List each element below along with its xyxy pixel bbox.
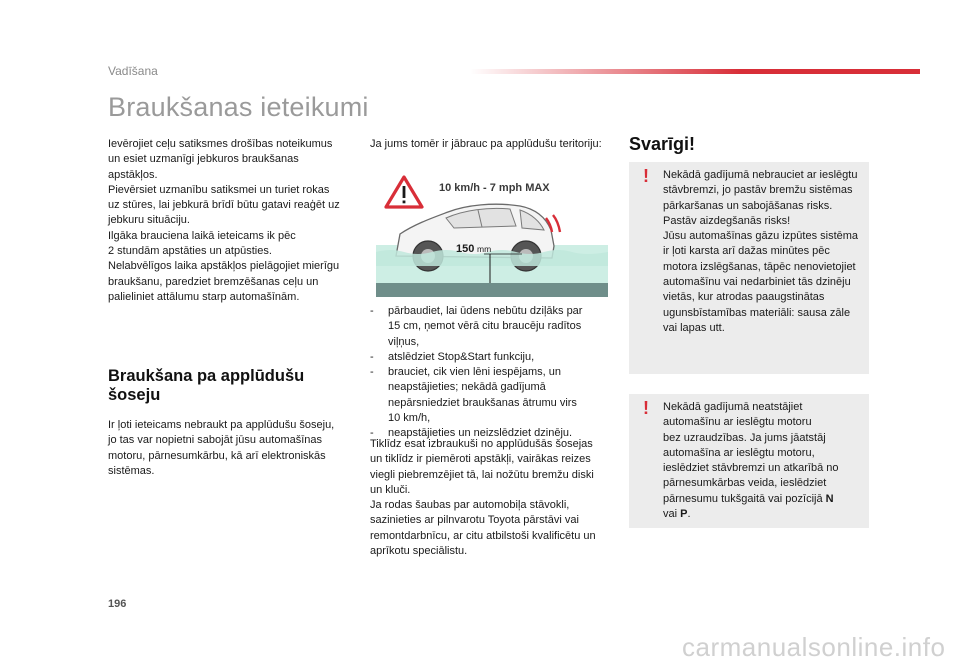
car-in-water-figure: [370, 170, 608, 298]
text-line: 10 km/h,: [388, 412, 431, 425]
gear-n-label: N: [825, 492, 834, 505]
text-line: Ja rodas šaubas par automobiļa stāvokli,: [370, 499, 570, 512]
text-line: braukšanu, paredziet bremzēšanas ceļu un: [108, 275, 319, 288]
text-line: ir ļoti karsta arī dažas minūtes pēc: [663, 245, 830, 258]
list-item: [370, 365, 610, 426]
flooded-road-text: [108, 418, 348, 479]
list-item: [370, 350, 610, 365]
exclamation-icon: !: [643, 398, 649, 418]
text-line: 15 cm, ņemot vērā citu braucēju radītos: [388, 320, 582, 333]
flooded-road-steps: [370, 304, 610, 442]
text-line: Tiklīdz esat izbraukuši no applūdušās šosejas: [370, 438, 593, 450]
list-dash: -: [370, 427, 374, 440]
text-line: Ievērojiet ceļu satiksmes drošības noteikumus: [108, 138, 333, 150]
speed-limit-label: 10 km/h - 7 mph MAX: [439, 182, 550, 194]
text-line: pārkaršanas un sabojāšanas risks.: [663, 199, 833, 212]
flooded-road-illustration: [370, 170, 608, 298]
text-line: automašīnu vai nedarbiniet tās dzinēju: [663, 276, 851, 289]
header-accent-bar: [470, 69, 920, 74]
text-line: Nekādā gadījumā neatstājiet: [663, 401, 803, 413]
text-line: Nelabvēlīgos laika apstākļos pielāgojiet mierīgu: [108, 260, 340, 273]
text-line: vai lapas utt.: [663, 321, 725, 334]
flooded-road-heading: [108, 367, 348, 405]
text-line: 2 stundām apstāties un atpūsties.: [108, 245, 272, 258]
section-label: Vadīšana: [108, 64, 158, 78]
text-fragment: .: [687, 508, 691, 521]
text-line: Pastāv aizdegšanās risks!: [663, 214, 791, 227]
page-number: 196: [108, 598, 127, 610]
text-line: viegli piebremzējiet tā, lai nožūtu bremžu diski: [370, 468, 594, 481]
flooded-intro: [370, 137, 610, 152]
heading-line: šoseju: [108, 386, 161, 404]
text-line: vietās, kur atrodas paaugstinātas: [663, 291, 825, 304]
text-line: motoru, pārnesumkārbu, kā arī elektroniskās: [108, 449, 326, 462]
text-line: automašīnu ar ieslēgtu motoru: [663, 416, 812, 429]
warning-text: [663, 400, 867, 522]
gear-p-label: P: [680, 508, 688, 521]
after-flooded-text: [370, 437, 610, 559]
text-line: bez uzraudzības. Ja jums jāatstāj: [663, 431, 826, 444]
depth-unit: mm: [477, 244, 492, 254]
text-line: sistēmas.: [108, 464, 155, 477]
intro-text: [108, 137, 348, 305]
important-heading: Svarīgi!: [629, 134, 696, 154]
text-line: pārnesumkārbas veida, ieslēdziet: [663, 477, 827, 490]
text-line: [663, 507, 867, 522]
text-line: aprīkotu speciālistu.: [370, 545, 468, 558]
text-line: Pievērsiet uzmanību satiksmei un turiet rokas: [108, 183, 330, 196]
page-title: Braukšanas ieteikumi: [108, 92, 369, 122]
list-dash: -: [370, 305, 374, 317]
text-line: palieliniet attālumu starp automašīnām.: [108, 290, 300, 303]
text-line: stāvbremzi, jo pastāv bremžu sistēmas: [663, 184, 853, 197]
warning-box-parking-brake: [629, 162, 869, 374]
text-line: nepārsniedziet braukšanas ātrumu virs: [388, 396, 577, 409]
text-line: Ja jums tomēr ir jābrauc pa applūdušu teritoriju:: [370, 138, 602, 150]
depth-value: 150: [456, 243, 475, 255]
list-item: [370, 304, 610, 350]
text-line: atslēdziet Stop&Start funkciju,: [388, 350, 535, 363]
text-line: Ilgāka brauciena laikā ieteicams ik pēc: [108, 229, 296, 242]
text-line: un kluči.: [370, 483, 411, 496]
text-line: Ir ļoti ieteicams nebraukt pa applūdušu šoseju,: [108, 419, 335, 431]
text-line: neapstājieties un neizslēdziet dzinēju.: [388, 427, 573, 440]
text-line: automašīna ar ieslēgtu motoru,: [663, 446, 815, 459]
list-dash: -: [370, 366, 374, 379]
text-line: ieslēdziet stāvbremzi un atkarībā no: [663, 462, 839, 475]
text-line: neapstājieties; nekādā gadījumā: [388, 381, 546, 394]
text-line: jebkuru situāciju.: [108, 214, 190, 227]
text-line: apstākļos.: [108, 168, 158, 181]
exclamation-icon: !: [643, 166, 649, 186]
text-line: remontdarbnīcu, ar citu atbilstoši kvalificētu un: [370, 529, 596, 542]
text-line: ugunsbīstamības materiāli: sausa zāle: [663, 306, 851, 319]
text-line: brauciet, cik vien lēni iespējams, un: [388, 366, 562, 379]
text-line: sazinieties ar pilnvarotu Toyota pārstāvi vai: [370, 514, 579, 527]
text-line: un tiklīdz ir piemēroti apstākļi, vairākas reizes: [370, 453, 591, 466]
text-line: [663, 492, 867, 507]
text-line: Jūsu automašīnas gāzu izpūtes sistēma: [663, 230, 859, 243]
text-line: uz stūres, lai jebkurā brīdī būtu gatavi reaģēt uz: [108, 199, 340, 212]
text-line: jo tas var nopietni sabojāt jūsu automašīnas: [108, 434, 323, 447]
heading-line: Braukšana pa applūdušu: [108, 367, 305, 385]
warning-triangle-icon: [386, 177, 422, 207]
text-fragment: pārnesumu tukšgaitā vai pozīcijā: [663, 492, 823, 505]
warning-box-engine-running: [629, 394, 869, 528]
text-line: un esiet uzmanīgi jebkuros braukšanas: [108, 153, 299, 166]
text-line: viļņus,: [388, 335, 420, 348]
text-line: pārbaudiet, lai ūdens nebūtu dziļāks par: [388, 305, 583, 317]
text-fragment: vai: [663, 508, 681, 521]
text-line: Nekādā gadījumā nebrauciet ar ieslēgtu: [663, 169, 858, 181]
text-line: motora izslēgšanas, tāpēc nenovietojiet: [663, 260, 856, 273]
watermark: carmanualsonline.info: [682, 632, 946, 662]
list-dash: -: [370, 350, 374, 363]
warning-text: [663, 168, 867, 336]
